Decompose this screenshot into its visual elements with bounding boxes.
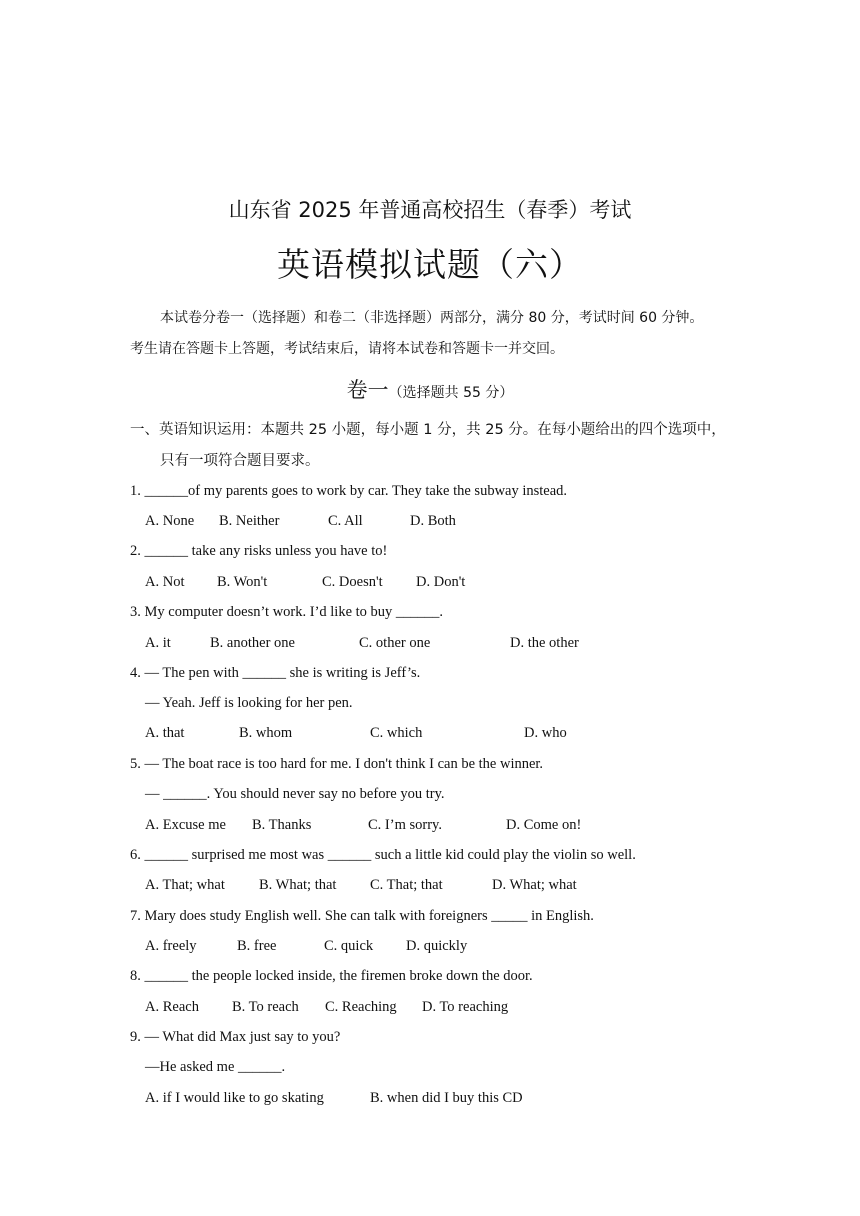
part-instruction-line-1: 一、英语知识运用：本题共 25 小题，每小题 1 分，共 25 分。在每小题给出的四个选项中， [130,422,726,438]
question-2-option-c: C. Doesn't [322,574,383,590]
question-4-stem: 4. — The pen with ______ she is writing is Jeff’s. [130,665,421,681]
exam-title: 山东省 2025 年普通高校招生（春季）考试 [228,198,632,222]
section-title: 卷一 [346,378,389,402]
question-3-option-a: A. it [145,635,171,651]
question-7-option-d: D. quickly [406,938,468,954]
paper-title: 英语模拟试题（六） [277,245,583,284]
section-heading [0,375,860,408]
question-8-option-b: B. To reach [232,999,299,1015]
question-6-option-a: A. That; what [145,877,225,893]
question-8-option-c: C. Reaching [325,999,397,1015]
question-5-stem: 5. — The boat race is too hard for me. I don't think I can be the winner. [130,756,544,772]
question-9-reply: —He asked me ______. [145,1059,286,1075]
question-9-option-b: B. when did I buy this CD [370,1090,523,1106]
question-2-option-a: A. Not [145,574,185,590]
section-subtitle: （选择题共 55 分） [388,385,514,401]
question-3-option-c: C. other one [359,635,431,651]
question-6-option-b: B. What; that [259,877,337,893]
question-2-option-d: D. Don't [416,574,466,590]
question-3-option-b: B. another one [210,635,295,651]
question-4-option-c: C. which [370,725,423,741]
part-instruction-line-2: 只有一项符合题目要求。 [160,453,320,469]
question-9-stem: 9. — What did Max just say to you? [130,1029,341,1045]
question-5-option-b: B. Thanks [252,817,312,833]
question-1-option-d: D. Both [410,513,456,529]
question-3-option-d: D. the other [510,635,579,651]
question-6-option-c: C. That; that [370,877,443,893]
question-9-option-a: A. if I would like to go skating [145,1090,324,1106]
question-8-option-a: A. Reach [145,999,199,1015]
question-2-stem: 2. ______ take any risks unless you have to! [130,543,388,559]
intro-line-1: 本试卷分卷一（选择题）和卷二（非选择题）两部分，满分 80 分，考试时间 60 分钟。 [160,310,704,326]
question-7-option-c: C. quick [324,938,374,954]
intro-line-2: 考生请在答题卡上答题，考试结束后，请将本试卷和答题卡一并交回。 [130,341,564,357]
question-5-option-c: C. I’m sorry. [368,817,442,833]
question-6-option-d: D. What; what [492,877,577,893]
question-7-option-b: B. free [237,938,277,954]
question-7-option-a: A. freely [145,938,197,954]
question-4-option-d: D. who [524,725,567,741]
question-1-stem: 1. ______of my parents goes to work by car. They take the subway instead. [130,483,568,499]
question-2-option-b: B. Won't [217,574,268,590]
question-1-option-c: C. All [328,513,363,529]
question-1-option-a: A. None [145,513,195,529]
question-3-stem: 3. My computer doesn’t work. I’d like to buy ______. [130,604,444,620]
question-5-option-a: A. Excuse me [145,817,226,833]
question-8-option-d: D. To reaching [422,999,509,1015]
question-4-reply: — Yeah. Jeff is looking for her pen. [145,695,353,711]
question-1-option-b: B. Neither [219,513,280,529]
question-4-option-b: B. whom [239,725,293,741]
question-5-reply: — ______. You should never say no before you try. [145,786,445,802]
question-4-option-a: A. that [145,725,185,741]
question-8-stem: 8. ______ the people locked inside, the firemen broke down the door. [130,968,533,984]
question-6-stem: 6. ______ surprised me most was ______ such a little kid could play the violin so well. [130,847,636,863]
question-5-option-d: D. Come on! [506,817,582,833]
question-7-stem: 7. Mary does study English well. She can talk with foreigners _____ in English. [130,908,594,924]
